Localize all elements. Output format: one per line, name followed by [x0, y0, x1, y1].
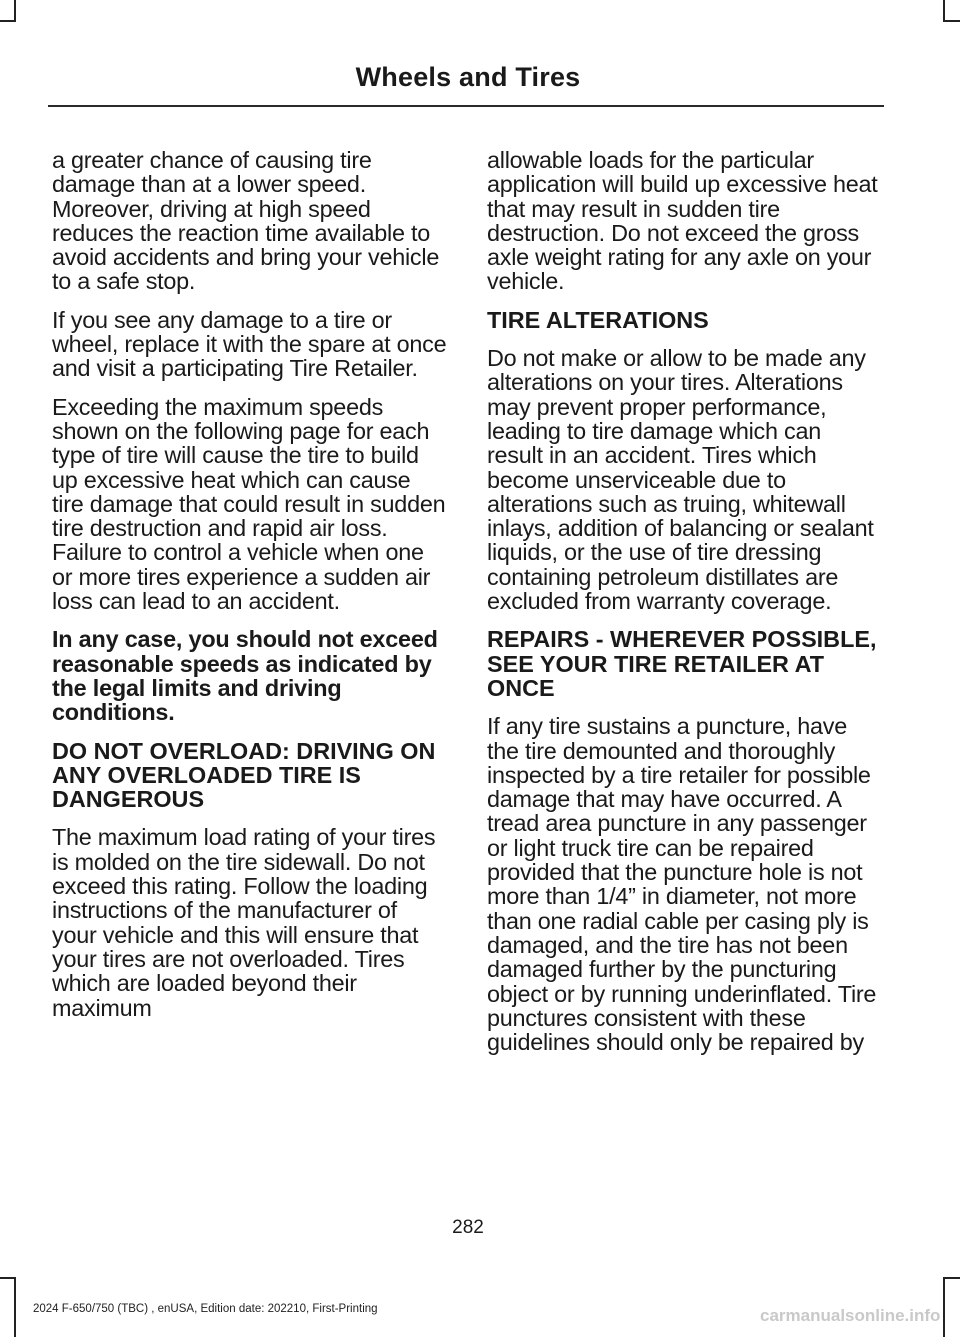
- paragraph: Exceeding the maximum speeds shown on the following page for each type of tire will cause the tire to build up excessive heat which can cause tire damage that could result in sudden tire destruction and rapid air loss. Failure to control a vehicle when one or more tires experience a sudden air loss can lead to an accident.: [52, 393, 446, 615]
- paragraph: Do not make or allow to be made any alterations on your tires. Alterations may prevent proper performance, leading to tire damage which can result in an accident. Tires which become unserviceable due to alterations such as truing, whitewall inlays, addition of balancing or sealant liquids, or the use of tire dressing containing petroleum distillates are excluded from warranty coverage.: [487, 345, 874, 615]
- crop-mark-top-left-v: [14, 0, 16, 22]
- crop-mark-bottom-left-v: [14, 1277, 16, 1337]
- page-number: 282: [452, 1217, 484, 1238]
- crop-mark-bottom-right-h: [943, 1277, 960, 1279]
- header-divider: [48, 105, 884, 107]
- watermark: carmanualsonline.info: [760, 1306, 941, 1325]
- paragraph: a greater chance of causing tire damage than at a lower speed. Moreover, driving at high speed reduces the reaction time available to avoid accidents and bring your vehicle to a safe stop.: [52, 147, 440, 295]
- crop-mark-top-left-h: [0, 20, 16, 22]
- section-heading: DO NOT OVERLOAD: DRIVING ON ANY OVERLOADED TIRE IS DANGEROUS: [52, 737, 436, 813]
- paragraph: allowable loads for the particular application will build up excessive heat that may result in sudden tire destruction. Do not exceed the gross axle weight rating for any axle on your vehicle.: [487, 147, 878, 295]
- crop-mark-bottom-right-v: [943, 1277, 945, 1337]
- paragraph: If any tire sustains a puncture, have the tire demounted and thoroughly inspected by a tire retailer for possible damage that may have occurred. A tread area puncture in any passenger or light truck tire can be repaired provided that the puncture hole is not more than 1/4” in diameter, not more than one radial cable per casing ply is damaged, and the tire has not been damaged further by the puncturing object or by running underinflated. Tire punctures consistent with these guidelines should only be repaired by: [487, 713, 877, 1056]
- crop-mark-top-right-h: [943, 20, 960, 22]
- section-title: [0, 62, 936, 93]
- section-title-text: Wheels and Tires: [355, 62, 581, 92]
- left-column: [52, 148, 447, 1034]
- section-heading: REPAIRS - WHEREVER POSSIBLE, SEE YOUR TIRE RETAILER AT ONCE: [487, 626, 877, 701]
- right-column: [487, 148, 881, 1068]
- bold-paragraph: In any case, you should not exceed reasonable speeds as indicated by the legal limits and driving conditions.: [52, 626, 438, 726]
- crop-mark-bottom-left-h: [0, 1277, 16, 1279]
- edition-footer: 2024 F-650/750 (TBC) , enUSA, Edition date: 202210, First-Printing: [33, 1303, 378, 1315]
- section-heading: TIRE ALTERATIONS: [487, 306, 709, 333]
- crop-mark-top-right-v: [943, 0, 945, 22]
- paragraph: The maximum load rating of your tires is molded on the tire sidewall. Do not exceed this rating. Follow the loading instructions of the manufacturer of your vehicle and this will ensure that your tires are not overloaded. Tires which are loaded beyond their maximum: [52, 824, 436, 1021]
- paragraph: If you see any damage to a tire or wheel, replace it with the spare at once and visit a participating Tire Retailer.: [52, 306, 447, 382]
